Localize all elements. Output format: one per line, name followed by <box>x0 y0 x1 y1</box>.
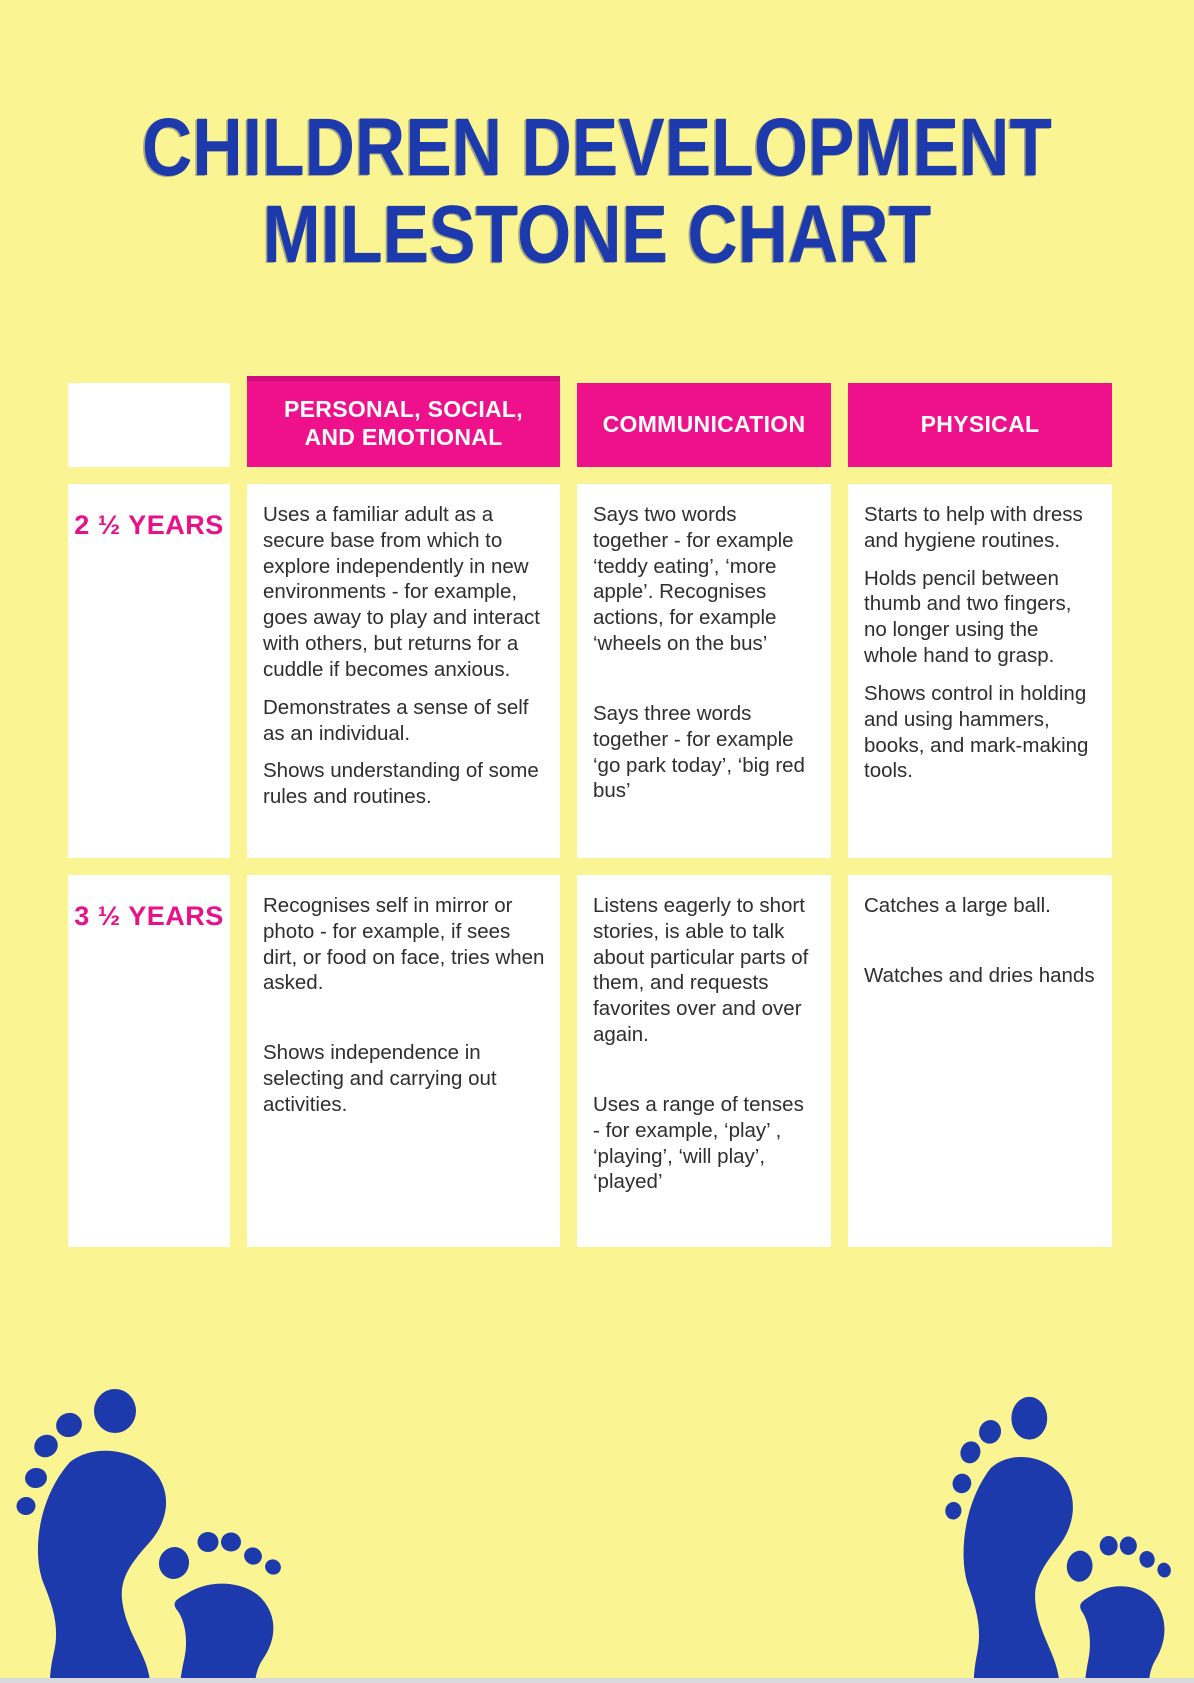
table-corner-cell <box>68 383 230 467</box>
baby-footprints-icon <box>8 1382 308 1683</box>
paragraph: Says two words together - for example ‘teddy eating’, ‘more apple’. Recognises actions, for example ‘wheels on the bus’ <box>593 503 794 656</box>
row-label-cell <box>68 484 230 858</box>
milestone-table <box>68 383 1112 1247</box>
paragraph: Shows independence in selecting and carrying out activities. <box>263 1041 497 1116</box>
paragraph: Shows control in holding and using hammers, books, and mark-making tools. <box>864 681 1089 783</box>
age-label: 2 ½ YEARS <box>74 510 224 540</box>
paragraph: Catches a large ball. <box>864 894 1051 917</box>
paragraph: Recognises self in mirror or photo - for example, if sees dirt, or food on face, tries when asked. <box>263 894 545 995</box>
column-header-personal-label: PERSONAL, SOCIAL, AND EMOTIONAL <box>284 396 523 450</box>
paragraph: Uses a familiar adult as a secure base from which to explore independently in new environments - for example, goes away to play and interact with others, but returns for a cuddle if becomes anxious. <box>263 503 540 681</box>
column-header-physical-label: PHYSICAL <box>920 411 1040 438</box>
column-header-communication-label: COMMUNICATION <box>602 411 806 438</box>
column-header-personal <box>247 376 560 467</box>
row-label-cell <box>68 875 230 1247</box>
page-title <box>90 104 1105 278</box>
cell-2half-communication <box>577 484 831 858</box>
page-bottom-edge <box>0 1678 1194 1683</box>
paragraph: Listens eagerly to short stories, is able to talk about particular parts of them, and requests favorites over and over again. <box>593 894 809 1047</box>
cell-3half-communication <box>577 875 831 1247</box>
column-header-physical <box>848 383 1112 467</box>
cell-2half-personal <box>247 484 560 858</box>
paragraph: Holds pencil between thumb and two fingers, no longer using the whole hand to grasp. <box>864 566 1072 668</box>
cell-2half-physical <box>848 484 1112 858</box>
paragraph: Demonstrates a sense of self as an individual. <box>263 695 529 745</box>
paragraph: Watches and dries hands <box>864 963 1095 987</box>
column-header-communication <box>577 383 831 467</box>
paragraph: Starts to help with dress and hygiene routines. <box>864 503 1083 552</box>
page-title-line2: MILESTONE CHART <box>262 189 932 280</box>
cell-3half-physical <box>848 875 1112 1247</box>
age-label: 3 ½ YEARS <box>74 901 224 931</box>
paragraph: Shows understanding of some rules and routines. <box>263 759 539 809</box>
baby-footprints-icon <box>938 1390 1194 1683</box>
page-title-line1: CHILDREN DEVELOPMENT <box>141 102 1053 193</box>
cell-3half-personal <box>247 875 560 1247</box>
paragraph: Uses a range of tenses - for example, ‘play’ , ‘playing’, ‘will play’, ‘played’ <box>593 1092 804 1194</box>
paragraph: Says three words together - for example ‘go park today’, ‘big red bus’ <box>593 701 805 803</box>
